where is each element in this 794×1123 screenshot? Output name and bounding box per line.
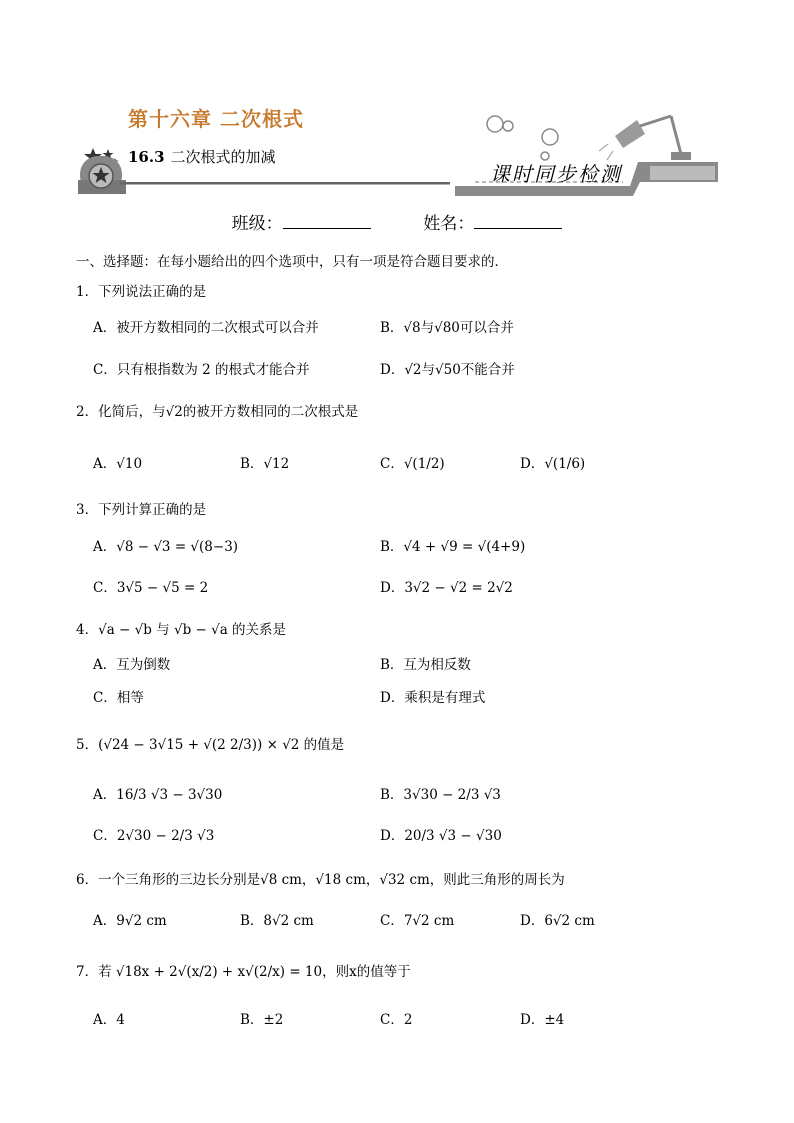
class-input[interactable] bbox=[283, 212, 371, 229]
question-2-option-b[interactable]: B．√12 bbox=[240, 456, 290, 472]
question-7-stem: 7．若 √18x + 2√(x/2) + x√(2/x) = 10，则x的值等于 bbox=[76, 964, 411, 980]
question-4-option-d[interactable]: D．乘积是有理式 bbox=[380, 690, 486, 706]
question-6-option-d[interactable]: D．6√2 cm bbox=[520, 913, 595, 929]
student-info-row bbox=[0, 209, 794, 234]
question-3-option-b[interactable]: B．√4 + √9 = √(4+9) bbox=[380, 539, 526, 555]
question-4-stem: 4．√a − √b 与 √b − √a 的关系是 bbox=[76, 622, 287, 638]
question-2-option-c[interactable]: C．√(1/2) bbox=[380, 456, 445, 472]
question-4-option-b[interactable]: B．互为相反数 bbox=[380, 657, 471, 673]
question-3-stem: 3．下列计算正确的是 bbox=[76, 502, 207, 518]
question-6-option-a[interactable]: A．9√2 cm bbox=[93, 913, 167, 929]
question-6-stem: 6．一个三角形的三边长分别是√8 cm，√18 cm，√32 cm，则此三角形的周长为 bbox=[76, 872, 565, 888]
question-4-option-c[interactable]: C．相等 bbox=[93, 690, 144, 706]
question-7-option-d[interactable]: D．±4 bbox=[520, 1012, 565, 1028]
question-1-option-c[interactable]: C．只有根指数为 2 的根式才能合并 bbox=[93, 362, 310, 378]
question-1-option-b[interactable]: B．√8与√80可以合并 bbox=[380, 320, 514, 336]
question-7-option-c[interactable]: C．2 bbox=[380, 1012, 413, 1028]
question-5-option-d[interactable]: D．20/3 √3 − √30 bbox=[380, 828, 502, 844]
class-label: 班级： bbox=[231, 214, 283, 234]
question-6-option-c[interactable]: C．7√2 cm bbox=[380, 913, 455, 929]
question-2-option-a[interactable]: A．√10 bbox=[93, 456, 143, 472]
question-6-option-b[interactable]: B．8√2 cm bbox=[240, 913, 314, 929]
question-5-option-c[interactable]: C．2√30 − 2/3 √3 bbox=[93, 828, 215, 844]
name-input[interactable] bbox=[474, 212, 562, 229]
question-3-option-d[interactable]: D．3√2 − √2 = 2√2 bbox=[380, 580, 513, 596]
lamp-icon bbox=[615, 120, 645, 148]
question-2-option-d[interactable]: D．√(1/6) bbox=[520, 456, 586, 472]
question-7-option-a[interactable]: A．4 bbox=[93, 1012, 125, 1028]
question-1-option-a[interactable]: A．被开方数相同的二次根式可以合并 bbox=[93, 320, 319, 336]
chapter-title: 第十六章 二次根式 bbox=[128, 107, 304, 131]
question-4-option-a[interactable]: A．互为倒数 bbox=[93, 657, 171, 673]
banner-title: 课时同步检测 bbox=[490, 162, 622, 186]
question-3-option-a[interactable]: A．√8 − √3 = √(8−3) bbox=[93, 539, 239, 555]
question-1-option-d[interactable]: D．√2与√50不能合并 bbox=[380, 362, 515, 378]
question-1-stem: 1．下列说法正确的是 bbox=[76, 284, 207, 300]
name-label: 姓名： bbox=[423, 214, 475, 234]
question-2-stem: 2．化简后，与√2的被开方数相同的二次根式是 bbox=[76, 404, 359, 420]
question-5-option-b[interactable]: B．3√30 − 2/3 √3 bbox=[380, 787, 501, 803]
section-instructions: 一、选择题：在每小题给出的四个选项中，只有一项是符合题目要求的． bbox=[76, 254, 508, 270]
question-5-option-a[interactable]: A．16/3 √3 − 3√30 bbox=[93, 787, 223, 803]
section-number: 16.3 bbox=[128, 148, 165, 166]
question-3-option-c[interactable]: C．3√5 − √5 = 2 bbox=[93, 580, 209, 596]
section-heading bbox=[128, 146, 276, 167]
section-title: 二次根式的加减 bbox=[170, 148, 276, 166]
question-5-stem: 5．(√24 − 3√15 + √(2 2/3)) × √2 的值是 bbox=[76, 737, 345, 753]
question-7-option-b[interactable]: B．±2 bbox=[240, 1012, 284, 1028]
